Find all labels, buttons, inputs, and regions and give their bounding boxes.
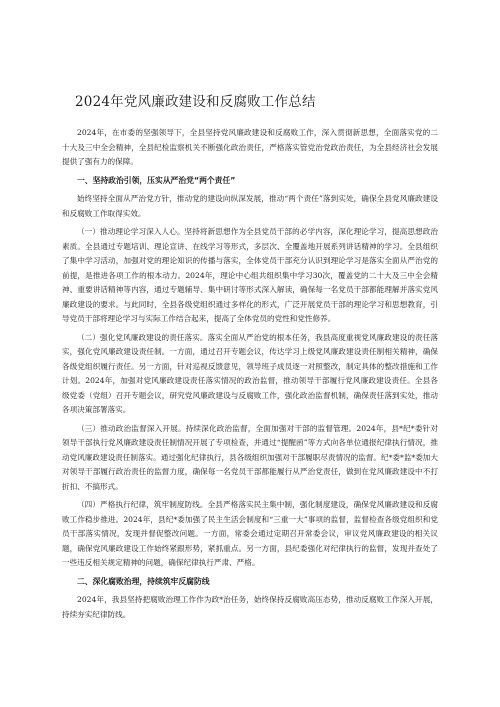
section-2-heading: 二、深化腐败治理，持续筑牢反腐防线 bbox=[77, 576, 210, 586]
section-1-item-3: （三）推动政治监督深入开展。持续深化政治监督，全面加强对干部的监督管理。2024年，县*纪*委针对领导干部执行党风廉政建设责任制情况开展了专项检查，并通过“提醒函”等方式向各单位通报纪律执行情况，推动党风廉政建设责任制落实。通过强化纪律执行，县各级组织加强对干部履职尽责情况的监督。纪*委*监*委加大对领导干部履行政治责任的监督力度，确保每一名党员干部都能履行从严治党责任，做到在党风廉政建设中不打折扣、不搞形式。 bbox=[62, 423, 438, 491]
section-1-item-1: （一）推动理论学习深入人心。坚持将新思想作为全县党员干部的必学内容，深化理论学习，提高思想政治素质。全县通过专题培训、理论宣讲、在线学习等形式，多层次、全覆盖地开展系列讲话精神的学习。全县组织了集中学习活动，加强对党的理论知识的传播与落实，全体党员干部充分认识到理论学习是落实全面从严治党的前提，是推进各项工作的根本动力。2024年，理论中心组共组织集中学习30次，覆盖党的二十大及三中全会精神、重要讲话精神等内容，通过专题辅导、集中研讨等形式深入解读，确保每一名党员干部都能理解并落实党风廉政建设的要求。与此同时，全县各级党组织通过多样化的形式，广泛开展党员干部的理论学习和思想教育，引导党员干部将理论学习与实际工作结合起来，提高了全体党员的党性和党性修养。 bbox=[62, 227, 438, 323]
intro-paragraph: 2024年，在市委的坚强领导下，全县坚持党风廉政建设和反腐败工作，深入贯彻新思想，全面落实党的二十大及三中全会精神，全县纪检监察机关不断强化政治责任，严格落实管党治党政治责任，为全县经济社会发展提供了强有力的保障。 bbox=[62, 128, 438, 166]
section-1-item-4: （四）严格执行纪律，筑牢制度防线。全县严格落实民主集中制，强化制度建设，确保党风廉政建设和反腐败工作稳步推进。2024年，县纪*委加强了民主生活会制度和“三重一大”事项的监督，监督检查各级党组织和党员干部落实情况，发现并督促整改问题。一方面，常委会通过定期召开常委会议，审议党风廉政建设的相关议题，确保党风廉政建设工作始终紧跟形势，紧抓重点。另一方面，县纪委强化对纪律执行的监督，发现并查处了一些违反相关规定精神的问题，确保纪律执行严肃、严格。 bbox=[62, 500, 438, 567]
section-1-heading: 一、坚持政治引领，压实从严治党“两个责任” bbox=[77, 175, 236, 185]
section-1-item-2: （二）强化党风廉政建设的责任落实。落实全面从严治党的根本任务，我县高度重视党风廉政建设的责任落实，强化党风廉政建设责任制。一方面，通过召开专题会议，传达学习上级党风廉政建设责任制相关精神，确保各级党组织履行责任。另一方面，针对巡视反馈意见，领导班子成员逐一对照整改，制定具体的整改措施和工作计划。2024年，加强对党风廉政建设责任落实情况的政治监督，推动领导干部履行党风廉政建设责任。全县各级党委（党组）召开专题会议，研究党风廉政建设与反腐败工作，强化政治监督机制，确保责任落到实处，推动各项决策部署落实。 bbox=[62, 332, 438, 414]
section-1-intro: 始终坚持全面从严治党方针，推动党的建设向纵深发展，推动“两个责任”落到实处，确保全县党风廉政建设和反腐败工作取得实效。 bbox=[62, 194, 438, 218]
section-2-intro: 2024年，我县坚持把腐败治理工作作为政*治任务，始终保持反腐败高压态势，推动反腐败工作深入开展，持续夯实纪律防线。 bbox=[62, 595, 438, 619]
document-title: 2024年党风廉政建设和反腐败工作总结 bbox=[75, 94, 316, 110]
